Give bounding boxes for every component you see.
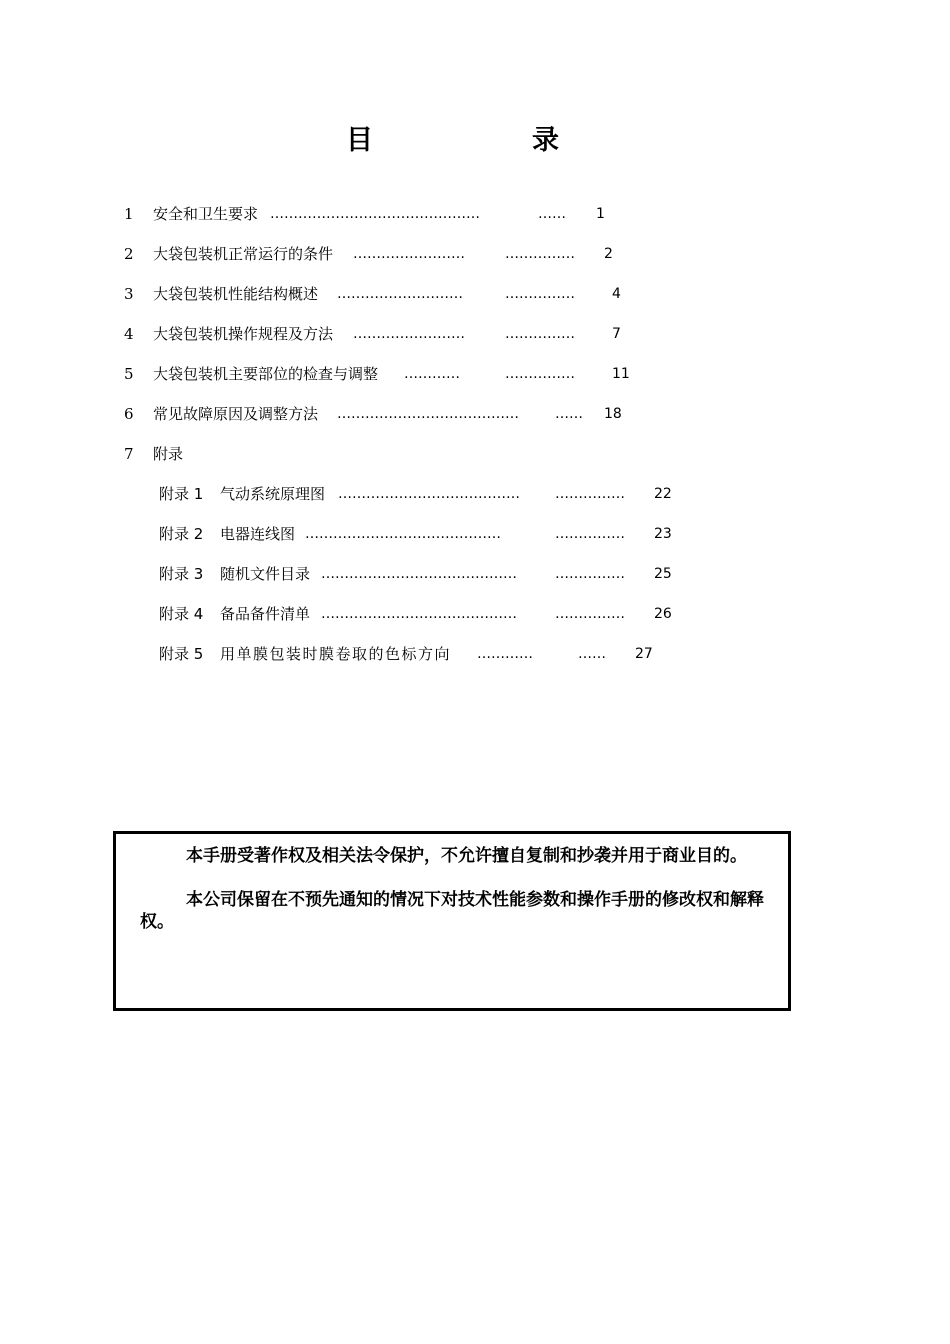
toc-label: 大袋包装机性能结构概述: [153, 285, 319, 303]
appendix-title: 气动系统原理图: [220, 485, 326, 503]
appendix-entry[interactable]: [159, 483, 719, 505]
toc-leader: ……………: [505, 246, 575, 262]
toc-label: 常见故障原因及调整方法: [153, 405, 319, 423]
toc-number: 4: [124, 325, 134, 343]
toc-number: 2: [124, 245, 134, 263]
appendix-label: 附录 5: [159, 645, 204, 663]
toc-page-number: 1: [596, 206, 605, 222]
toc-page-number: 2: [604, 246, 613, 262]
toc-leader: ……………………………………: [305, 526, 501, 542]
toc-entry[interactable]: [124, 363, 684, 385]
toc-leader: ……………: [555, 566, 625, 582]
toc-leader: ……………………………………: [321, 566, 517, 582]
appendix-title: 电器连线图: [220, 525, 296, 543]
appendix-entry[interactable]: [159, 643, 719, 665]
toc-page-number: 23: [654, 526, 672, 542]
toc-leader: ……………………………………: [321, 606, 517, 622]
toc-leader: ……………: [555, 606, 625, 622]
title-char-1: 目: [346, 125, 373, 156]
appendix-label: 附录 4: [159, 605, 204, 623]
appendix-label: 附录 2: [159, 525, 204, 543]
page-title: [0, 118, 950, 158]
appendix-title: 随机文件目录: [220, 565, 311, 583]
toc-entry[interactable]: [124, 443, 684, 465]
toc-page-number: 11: [612, 366, 630, 382]
toc-leader: ……: [555, 406, 583, 422]
toc-leader: …………: [404, 366, 460, 382]
toc-page-number: 25: [654, 566, 672, 582]
toc-page-number: 4: [612, 286, 621, 302]
toc-leader: …………………………………: [338, 486, 520, 502]
toc-label: 大袋包装机正常运行的条件: [153, 245, 334, 263]
toc-leader: ……………: [555, 526, 625, 542]
toc-entry[interactable]: [124, 323, 684, 345]
toc-label: 安全和卫生要求: [153, 205, 259, 223]
toc-number: 7: [124, 445, 134, 463]
toc-label: 大袋包装机主要部位的检查与调整: [153, 365, 379, 383]
appendix-entry[interactable]: [159, 603, 719, 625]
toc-page-number: 26: [654, 606, 672, 622]
toc-leader: ……………………: [353, 246, 465, 262]
toc-page-number: 7: [612, 326, 621, 342]
toc-leader: ……………: [505, 286, 575, 302]
toc-number: 1: [124, 205, 134, 223]
toc-page-number: 22: [654, 486, 672, 502]
toc-label: 大袋包装机操作规程及方法: [153, 325, 334, 343]
toc-leader: ……: [578, 646, 606, 662]
appendix-label: 附录 3: [159, 565, 204, 583]
toc-label: 附录: [153, 445, 184, 463]
toc-number: 3: [124, 285, 134, 303]
appendix-title: 备品备件清单: [220, 605, 311, 623]
notice-paragraph-rights: 本公司保留在不预先通知的情况下对技术性能参数和操作手册的修改权和解释权。: [140, 890, 764, 932]
toc-page-number: 27: [635, 646, 653, 662]
copyright-notice-box: [113, 831, 791, 1011]
toc-leader: ………………………: [337, 286, 463, 302]
toc-leader: ……………: [555, 486, 625, 502]
appendix-entry[interactable]: [159, 563, 719, 585]
toc-entry[interactable]: [124, 403, 684, 425]
toc-leader: …………: [477, 646, 533, 662]
toc-entry[interactable]: [124, 283, 684, 305]
toc-entry[interactable]: [124, 243, 684, 265]
toc-page-number: 18: [604, 406, 622, 422]
toc-leader: ……………………: [353, 326, 465, 342]
toc-leader: ………………………………………: [270, 206, 480, 222]
toc-number: 5: [124, 365, 134, 383]
notice-paragraph-copyright: 本手册受著作权及相关法令保护，不允许擅自复制和抄袭并用于商业目的。: [186, 846, 747, 866]
title-char-2: 录: [532, 125, 559, 156]
appendix-label: 附录 1: [159, 485, 204, 503]
appendix-title: 用单膜包装时膜卷取的色标方向: [220, 645, 452, 663]
appendix-entry[interactable]: [159, 523, 719, 545]
toc-leader: …………………………………: [337, 406, 519, 422]
toc-entry[interactable]: [124, 203, 684, 225]
toc-leader: ……………: [505, 366, 575, 382]
toc-leader: ……………: [505, 326, 575, 342]
toc-leader: ……: [538, 206, 566, 222]
toc-number: 6: [124, 405, 134, 423]
